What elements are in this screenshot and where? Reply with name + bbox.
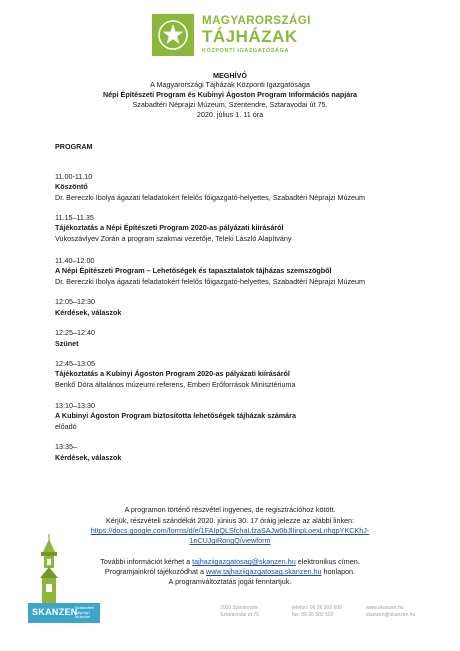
item-detail: előadó	[55, 422, 77, 431]
item-title: A Kubinyi Ágoston Program biztosította lehetőségek tájházak számára	[55, 411, 296, 420]
registration-link[interactable]: 1nCUJgiRongQ/viewform	[189, 536, 271, 545]
tajhazak-logo	[152, 14, 312, 56]
item-time: 11.40–12.00	[55, 256, 95, 265]
brand-sub-line: Néprajzi	[75, 609, 90, 615]
item-title: Köszöntő	[55, 182, 88, 191]
item-detail: Vukoszávlyev Zorán a program szakmai vezetője, Teleki László Alapítvány	[55, 234, 292, 243]
item-time: 13:35–	[55, 442, 77, 451]
registration-note: A programon történő részvétel ingyenes, de regisztrációhoz kötött.	[124, 505, 336, 514]
item-title: A Népi Építészeti Program – Lehetőségek és tapasztalatok tájházas szemszögből	[55, 266, 332, 275]
footer-phone	[292, 605, 342, 619]
venue-line: Szabadtéri Néprajzi Múzeum, Szentendre, Sztaravodai út 75.	[132, 100, 328, 109]
item-title: Kérdések, válaszok	[55, 453, 122, 462]
item-title: Szünet	[55, 339, 79, 348]
item-detail: Dr. Bereczki Ibolya ágazati feladatokért felelős főigazgató-helyettes, Szabadtéri Néprajzi Múzeum	[55, 277, 366, 286]
skanzen-logo	[28, 603, 100, 623]
deadline-note: Kérjük, részvételi szándékát 2020. június 30. 17 óráig jelezze az alábbi linken:	[105, 516, 355, 525]
footer-address	[220, 605, 259, 619]
footer-web	[366, 605, 415, 619]
email-link[interactable]: tajhaziigazgatosag@skanzen.hu	[192, 557, 296, 566]
email-line: skanzen@skanzen.hu	[366, 612, 416, 618]
item-detail: Benkő Dóra általános múzeumi referens, Emberi Erőforrások Minisztériuma	[55, 380, 296, 389]
item-title: Kérdések, válaszok	[55, 308, 122, 317]
program-heading: PROGRAM	[55, 142, 93, 151]
contact-text: elektronikus címen.	[295, 557, 360, 566]
logo-title-line2: TÁJHÁZAK	[202, 27, 298, 46]
brand-sub-line: Szabadtéri	[75, 605, 95, 610]
website-text: honlapon.	[321, 567, 356, 576]
registration-link-line2	[0, 536, 460, 545]
star-logo-icon	[152, 14, 194, 56]
footer-brand-sub	[75, 606, 94, 620]
date-line: 2020. július 1. 11 óra	[196, 110, 264, 119]
website-text: Programjainkról tájékozódhat a	[104, 567, 206, 576]
footer-brand: SKANZEN	[32, 607, 78, 617]
item-detail: Dr. Bereczki Ibolya ágazati feladatokért felelős főigazgató-helyettes, Szabadtéri Néprajzi Múzeum	[55, 193, 366, 202]
item-time: 11.15–11.35	[55, 213, 94, 222]
invite-heading: MEGHÍVÓ	[213, 71, 247, 80]
item-time: 12:05–12:30	[55, 297, 95, 306]
footer-bar	[28, 603, 438, 623]
organizer-line: A Magyarországi Tájházak Központi Igazgatósága	[150, 80, 310, 89]
website-line: www.skanzen.hu	[366, 605, 404, 611]
phone-line: telefon: 06 26 502 500	[292, 605, 342, 611]
change-disclaimer: A programváltoztatás jogát fenntartjuk.	[168, 577, 292, 586]
registration-link[interactable]: https://docs.google.com/forms/d/e/1FAIpQLSfchaLfzaSAJw0bJlIinpLoexLnhqpYKCKhJ-	[90, 526, 370, 535]
event-title: Népi Építészeti Program és Kubinyi Ágoston Program Információs napjára	[102, 90, 357, 99]
skanzen-tower-icon	[34, 534, 64, 604]
item-title: Tájékoztatás a Kubinyi Ágoston Program 2020-as pályázati kiírásáról	[55, 369, 290, 378]
website-link[interactable]: www.tajhaziigazgatosag.skanzen.hu	[206, 567, 322, 576]
item-title: Tájékoztatás a Népi Építészeti Program 2020-as pályázati kiírásáról	[55, 223, 284, 232]
address-line: Sztaravodai út 75	[220, 612, 259, 618]
website-line	[0, 567, 460, 576]
item-time: 13:10–13:30	[55, 401, 95, 410]
fax-line: fax: 06 26 502 502	[292, 612, 334, 618]
logo-subtitle: KÖZPONTI IGAZGATÓSÁGA	[202, 48, 290, 54]
contact-email-line	[0, 557, 460, 566]
logo-title-line1: MAGYARORSZÁGI	[202, 15, 311, 27]
brand-sub-line: Múzeum	[75, 614, 91, 620]
item-time: 11.00-11.10	[55, 172, 93, 181]
contact-text: További információt kérhet a	[100, 557, 193, 566]
item-time: 12:45–13:05	[55, 359, 95, 368]
address-line: 2000 Szentendre	[220, 605, 259, 611]
item-time: 12:25–12:40	[55, 328, 95, 337]
registration-link-line1	[0, 526, 460, 535]
